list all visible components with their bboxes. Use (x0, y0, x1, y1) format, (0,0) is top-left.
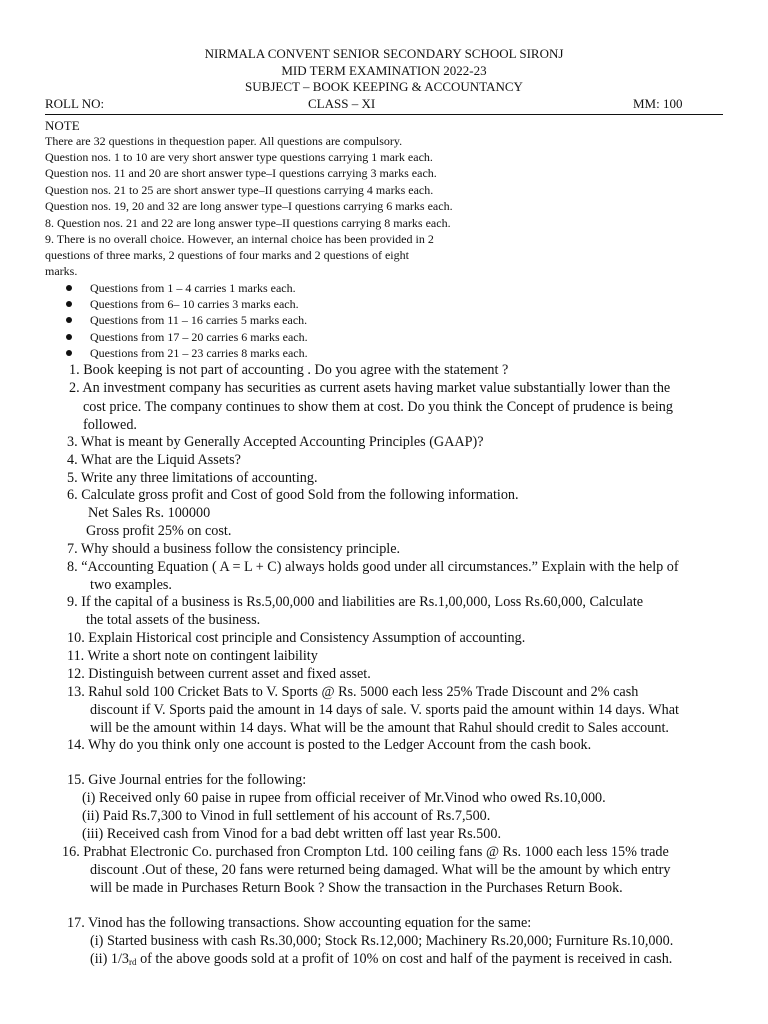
bullet-item: Questions from 21 – 23 carries 8 marks each. (90, 346, 308, 360)
question-17: 17. Vinod has the following transactions. Show accounting equation for the same: (67, 915, 532, 931)
question-11: 11. Write a short note on contingent laibility (67, 648, 318, 664)
note-line: 8. Question nos. 21 and 22 are long answer type–II questions carrying 8 marks each. (45, 216, 451, 230)
question-17-part-text: of the above goods sold at a profit of 10% on cost and half of the payment is received in cash. (136, 951, 673, 967)
bullet-item: Questions from 11 – 16 carries 5 marks each. (90, 313, 308, 327)
question-13-cont: will be the amount within 14 days. What will be the amount that Rahul should credit to Sales account. (90, 720, 669, 736)
max-marks-label: MM: 100 (633, 96, 683, 111)
header-divider (45, 114, 723, 115)
note-line: marks. (45, 264, 78, 278)
exam-title: MID TERM EXAMINATION 2022-23 (281, 63, 487, 78)
question-17-part-prefix: (ii) 1/3 (90, 951, 130, 967)
question-15-part: (ii) Paid Rs.7,300 to Vinod in full settlement of his account of Rs.7,500. (82, 808, 491, 824)
question-8: 8. “Accounting Equation ( A = L + C) always holds good under all circumstances.” Explain with the help of (67, 559, 679, 575)
note-line: Question nos. 19, 20 and 32 are long answer type–I questions carrying 6 marks each. (45, 199, 453, 213)
question-6-detail: Net Sales Rs. 100000 (88, 505, 211, 521)
bullet-icon (66, 350, 72, 356)
question-9: 9. If the capital of a business is Rs.5,00,000 and liabilities are Rs.1,00,000, Loss Rs.60,000, Calculate (67, 594, 644, 610)
question-2: 2. An investment company has securities as current asets having market value substantially lower than the (69, 380, 671, 396)
note-line: Question nos. 1 to 10 are very short answer type questions carrying 1 mark each. (45, 150, 433, 164)
bullet-icon (66, 285, 72, 291)
bullet-icon (66, 317, 72, 323)
question-14: 14. Why do you think only one account is posted to the Ledger Account from the cash book. (67, 737, 592, 753)
note-line: questions of three marks, 2 questions of four marks and 2 questions of eight (45, 248, 409, 262)
question-2-cont: followed. (83, 417, 137, 433)
question-13: 13. Rahul sold 100 Cricket Bats to V. Sports @ Rs. 5000 each less 25% Trade Discount and 2% cash (67, 684, 639, 700)
question-5: 5. Write any three limitations of accounting. (67, 470, 318, 486)
bullet-item: Questions from 1 – 4 carries 1 marks each. (90, 281, 296, 295)
question-15-part: (iii) Received cash from Vinod for a bad debt written off last year Rs.500. (82, 826, 502, 842)
class-label: CLASS – XI (308, 96, 376, 111)
question-3: 3. What is meant by Generally Accepted Accounting Principles (GAAP)? (67, 434, 484, 450)
subject-title: SUBJECT – BOOK KEEPING & ACCOUNTANCY (245, 79, 523, 94)
question-2-cont: cost price. The company continues to show them at cost. Do you think the Concept of prudence is being (83, 399, 673, 415)
note-line: Question nos. 21 to 25 are short answer type–II questions carrying 4 marks each. (45, 183, 434, 197)
question-17-part (90, 952, 672, 967)
bullet-icon (66, 334, 72, 340)
note-line: There are 32 questions in thequestion paper. All questions are compulsory. (45, 134, 403, 148)
bullet-item: Questions from 17 – 20 carries 6 marks each. (90, 330, 308, 344)
question-12: 12. Distinguish between current asset and fixed asset. (67, 666, 371, 682)
note-line: Question nos. 11 and 20 are short answer type–I questions carrying 3 marks each. (45, 166, 437, 180)
roll-no-label: ROLL NO: (45, 96, 105, 111)
school-name: NIRMALA CONVENT SENIOR SECONDARY SCHOOL SIRONJ (204, 46, 564, 61)
question-6: 6. Calculate gross profit and Cost of good Sold from the following information. (67, 487, 519, 503)
question-6-detail: Gross profit 25% on cost. (86, 523, 232, 539)
question-13-cont: discount if V. Sports paid the amount in 14 days of sale. V. sports paid the amount within 14 days. What (90, 702, 679, 718)
question-1: 1. Book keeping is not part of accounting . Do you agree with the statement ? (69, 362, 509, 378)
bullet-icon (66, 301, 72, 307)
question-4: 4. What are the Liquid Assets? (67, 452, 241, 468)
question-16-cont: will be made in Purchases Return Book ? Show the transaction in the Purchases Return Book. (90, 880, 623, 896)
question-16-cont: discount .Out of these, 20 fans were returned being damaged. What will be the amount by which entry (90, 862, 671, 878)
note-title: NOTE (45, 118, 80, 133)
question-9-cont: the total assets of the business. (86, 612, 261, 628)
ordinal-suffix: rd (129, 957, 137, 967)
question-17-part: (i) Started business with cash Rs.30,000; Stock Rs.12,000; Machinery Rs.20,000; Furniture Rs.10,000. (90, 933, 674, 949)
bullet-item: Questions from 6– 10 carries 3 marks each. (90, 297, 299, 311)
question-8-cont: two examples. (90, 577, 172, 593)
question-7: 7. Why should a business follow the consistency principle. (67, 541, 401, 557)
question-16: 16. Prabhat Electronic Co. purchased fron Crompton Ltd. 100 ceiling fans @ Rs. 1000 each less 15% trade (62, 844, 669, 860)
question-15: 15. Give Journal entries for the following: (67, 772, 307, 788)
question-10: 10. Explain Historical cost principle and Consistency Assumption of accounting. (67, 630, 526, 646)
question-15-part: (i) Received only 60 paise in rupee from official receiver of Mr.Vinod who owed Rs.10,000. (82, 790, 606, 806)
note-line: 9. There is no overall choice. However, an internal choice has been provided in 2 (45, 232, 434, 246)
